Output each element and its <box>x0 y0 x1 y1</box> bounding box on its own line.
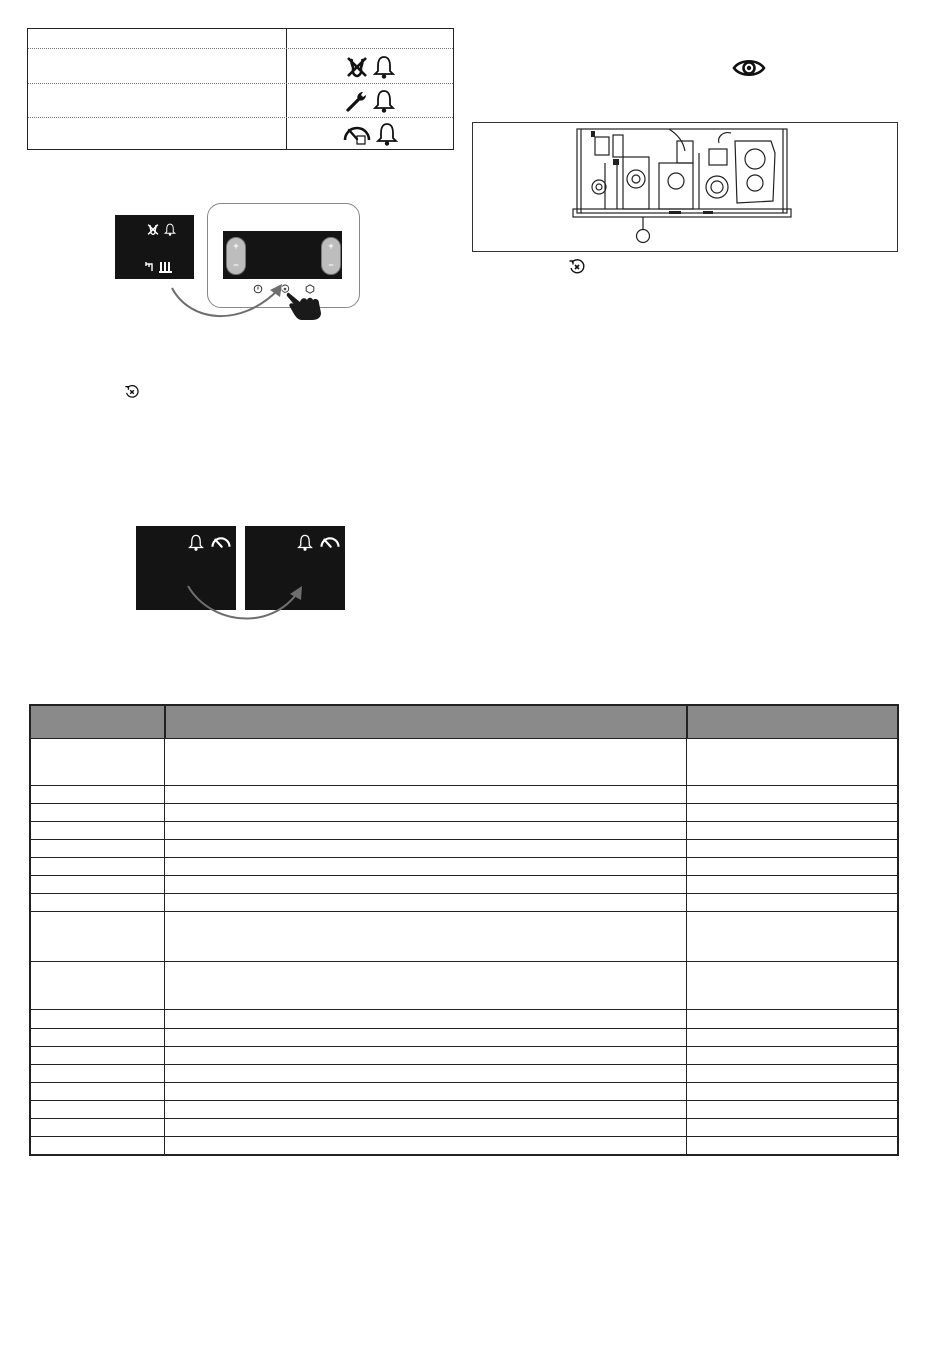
table-row <box>287 85 453 117</box>
table-cell <box>164 1119 686 1136</box>
table-row <box>31 738 897 785</box>
table-cell <box>686 1029 897 1046</box>
table-cell <box>164 876 686 893</box>
plus-label: + <box>328 241 334 251</box>
pressure-gauge-icon <box>210 534 232 551</box>
table-cell <box>164 1010 686 1028</box>
minus-label: − <box>233 260 239 270</box>
table-row <box>31 839 897 857</box>
boiler-drawing <box>473 123 897 251</box>
bell-icon <box>373 55 395 79</box>
bell-icon <box>373 89 395 113</box>
table-row <box>31 1028 897 1046</box>
table-cell <box>31 1065 164 1082</box>
bell-icon <box>376 122 398 146</box>
table-cell <box>686 822 897 839</box>
table-row <box>31 1100 897 1118</box>
table-cell <box>686 894 897 911</box>
table-row <box>31 1136 897 1154</box>
table-cell <box>31 804 164 821</box>
right-adjust-knob[interactable] <box>321 237 341 275</box>
table-cell <box>31 786 164 803</box>
table-cell <box>686 1101 897 1118</box>
table-cell <box>686 804 897 821</box>
hand-pointer-icon <box>286 287 326 321</box>
table-cell <box>31 912 164 961</box>
table-cell <box>686 912 897 961</box>
table-row <box>31 857 897 875</box>
table-cell <box>686 1083 897 1100</box>
table-cell <box>686 786 897 803</box>
row-separator <box>28 117 453 118</box>
arrow <box>180 580 310 630</box>
table-cell <box>686 876 897 893</box>
burner-off-icon <box>146 223 160 236</box>
table-row <box>31 875 897 893</box>
table-cell <box>31 876 164 893</box>
table-cell <box>164 1047 686 1064</box>
table-cell <box>686 1119 897 1136</box>
header-cell <box>31 706 164 738</box>
table-row <box>31 911 897 961</box>
table-row <box>287 51 453 83</box>
pressure-gauge-icon <box>319 534 341 551</box>
table-cell <box>31 1119 164 1136</box>
table-cell <box>686 1010 897 1028</box>
table-cell <box>686 858 897 875</box>
table-cell <box>164 962 686 1009</box>
table-cell <box>686 962 897 1009</box>
table-cell <box>686 1047 897 1064</box>
table-row <box>31 785 897 803</box>
reset-icon <box>568 258 586 276</box>
table-row <box>31 893 897 911</box>
table-row <box>31 1118 897 1136</box>
header-cell <box>164 706 686 738</box>
pressure-gauge-icon <box>342 122 372 146</box>
minus-label: − <box>328 260 334 270</box>
boiler-diagram <box>472 122 898 252</box>
table-cell <box>164 894 686 911</box>
table-cell <box>164 822 686 839</box>
table-cell <box>164 1083 686 1100</box>
table-cell <box>164 739 686 785</box>
table-row <box>31 1064 897 1082</box>
reset-icon <box>124 384 140 400</box>
table-cell <box>164 840 686 857</box>
table-row <box>31 821 897 839</box>
table-cell <box>31 1047 164 1064</box>
table-cell <box>164 912 686 961</box>
table-cell <box>164 786 686 803</box>
table-cell <box>31 962 164 1009</box>
wrench-icon <box>345 89 369 113</box>
table-cell <box>164 1065 686 1082</box>
table-row <box>31 961 897 1009</box>
table-row <box>287 119 453 149</box>
table-cell <box>31 894 164 911</box>
table-cell <box>31 1083 164 1100</box>
table-cell <box>686 840 897 857</box>
table-cell <box>31 840 164 857</box>
table-cell <box>31 739 164 785</box>
table-cell <box>164 1029 686 1046</box>
table-cell <box>164 1101 686 1118</box>
table-cell <box>31 1101 164 1118</box>
table-cell <box>31 858 164 875</box>
bell-icon <box>297 534 313 551</box>
symbol-table <box>27 28 454 150</box>
arrow <box>160 270 300 330</box>
row-separator <box>28 48 453 49</box>
table-row <box>31 1082 897 1100</box>
table-cell <box>164 804 686 821</box>
bell-icon <box>164 223 176 236</box>
table-cell <box>164 858 686 875</box>
burner-off-icon <box>345 55 369 79</box>
row-separator <box>28 83 453 84</box>
table-row <box>31 1046 897 1064</box>
error-table <box>29 704 899 1156</box>
table-header <box>31 706 897 738</box>
tap-icon <box>145 261 155 273</box>
plus-label: + <box>233 241 239 251</box>
table-cell <box>686 1065 897 1082</box>
header-cell <box>686 706 897 738</box>
eye-icon <box>732 57 766 79</box>
table-cell <box>686 739 897 785</box>
table-row <box>31 803 897 821</box>
bell-icon <box>188 534 204 551</box>
table-cell <box>686 1137 897 1154</box>
table-cell <box>31 1010 164 1028</box>
table-cell <box>31 1029 164 1046</box>
table-cell <box>164 1137 686 1154</box>
table-row <box>31 1009 897 1028</box>
table-cell <box>31 822 164 839</box>
table-cell <box>31 1137 164 1154</box>
